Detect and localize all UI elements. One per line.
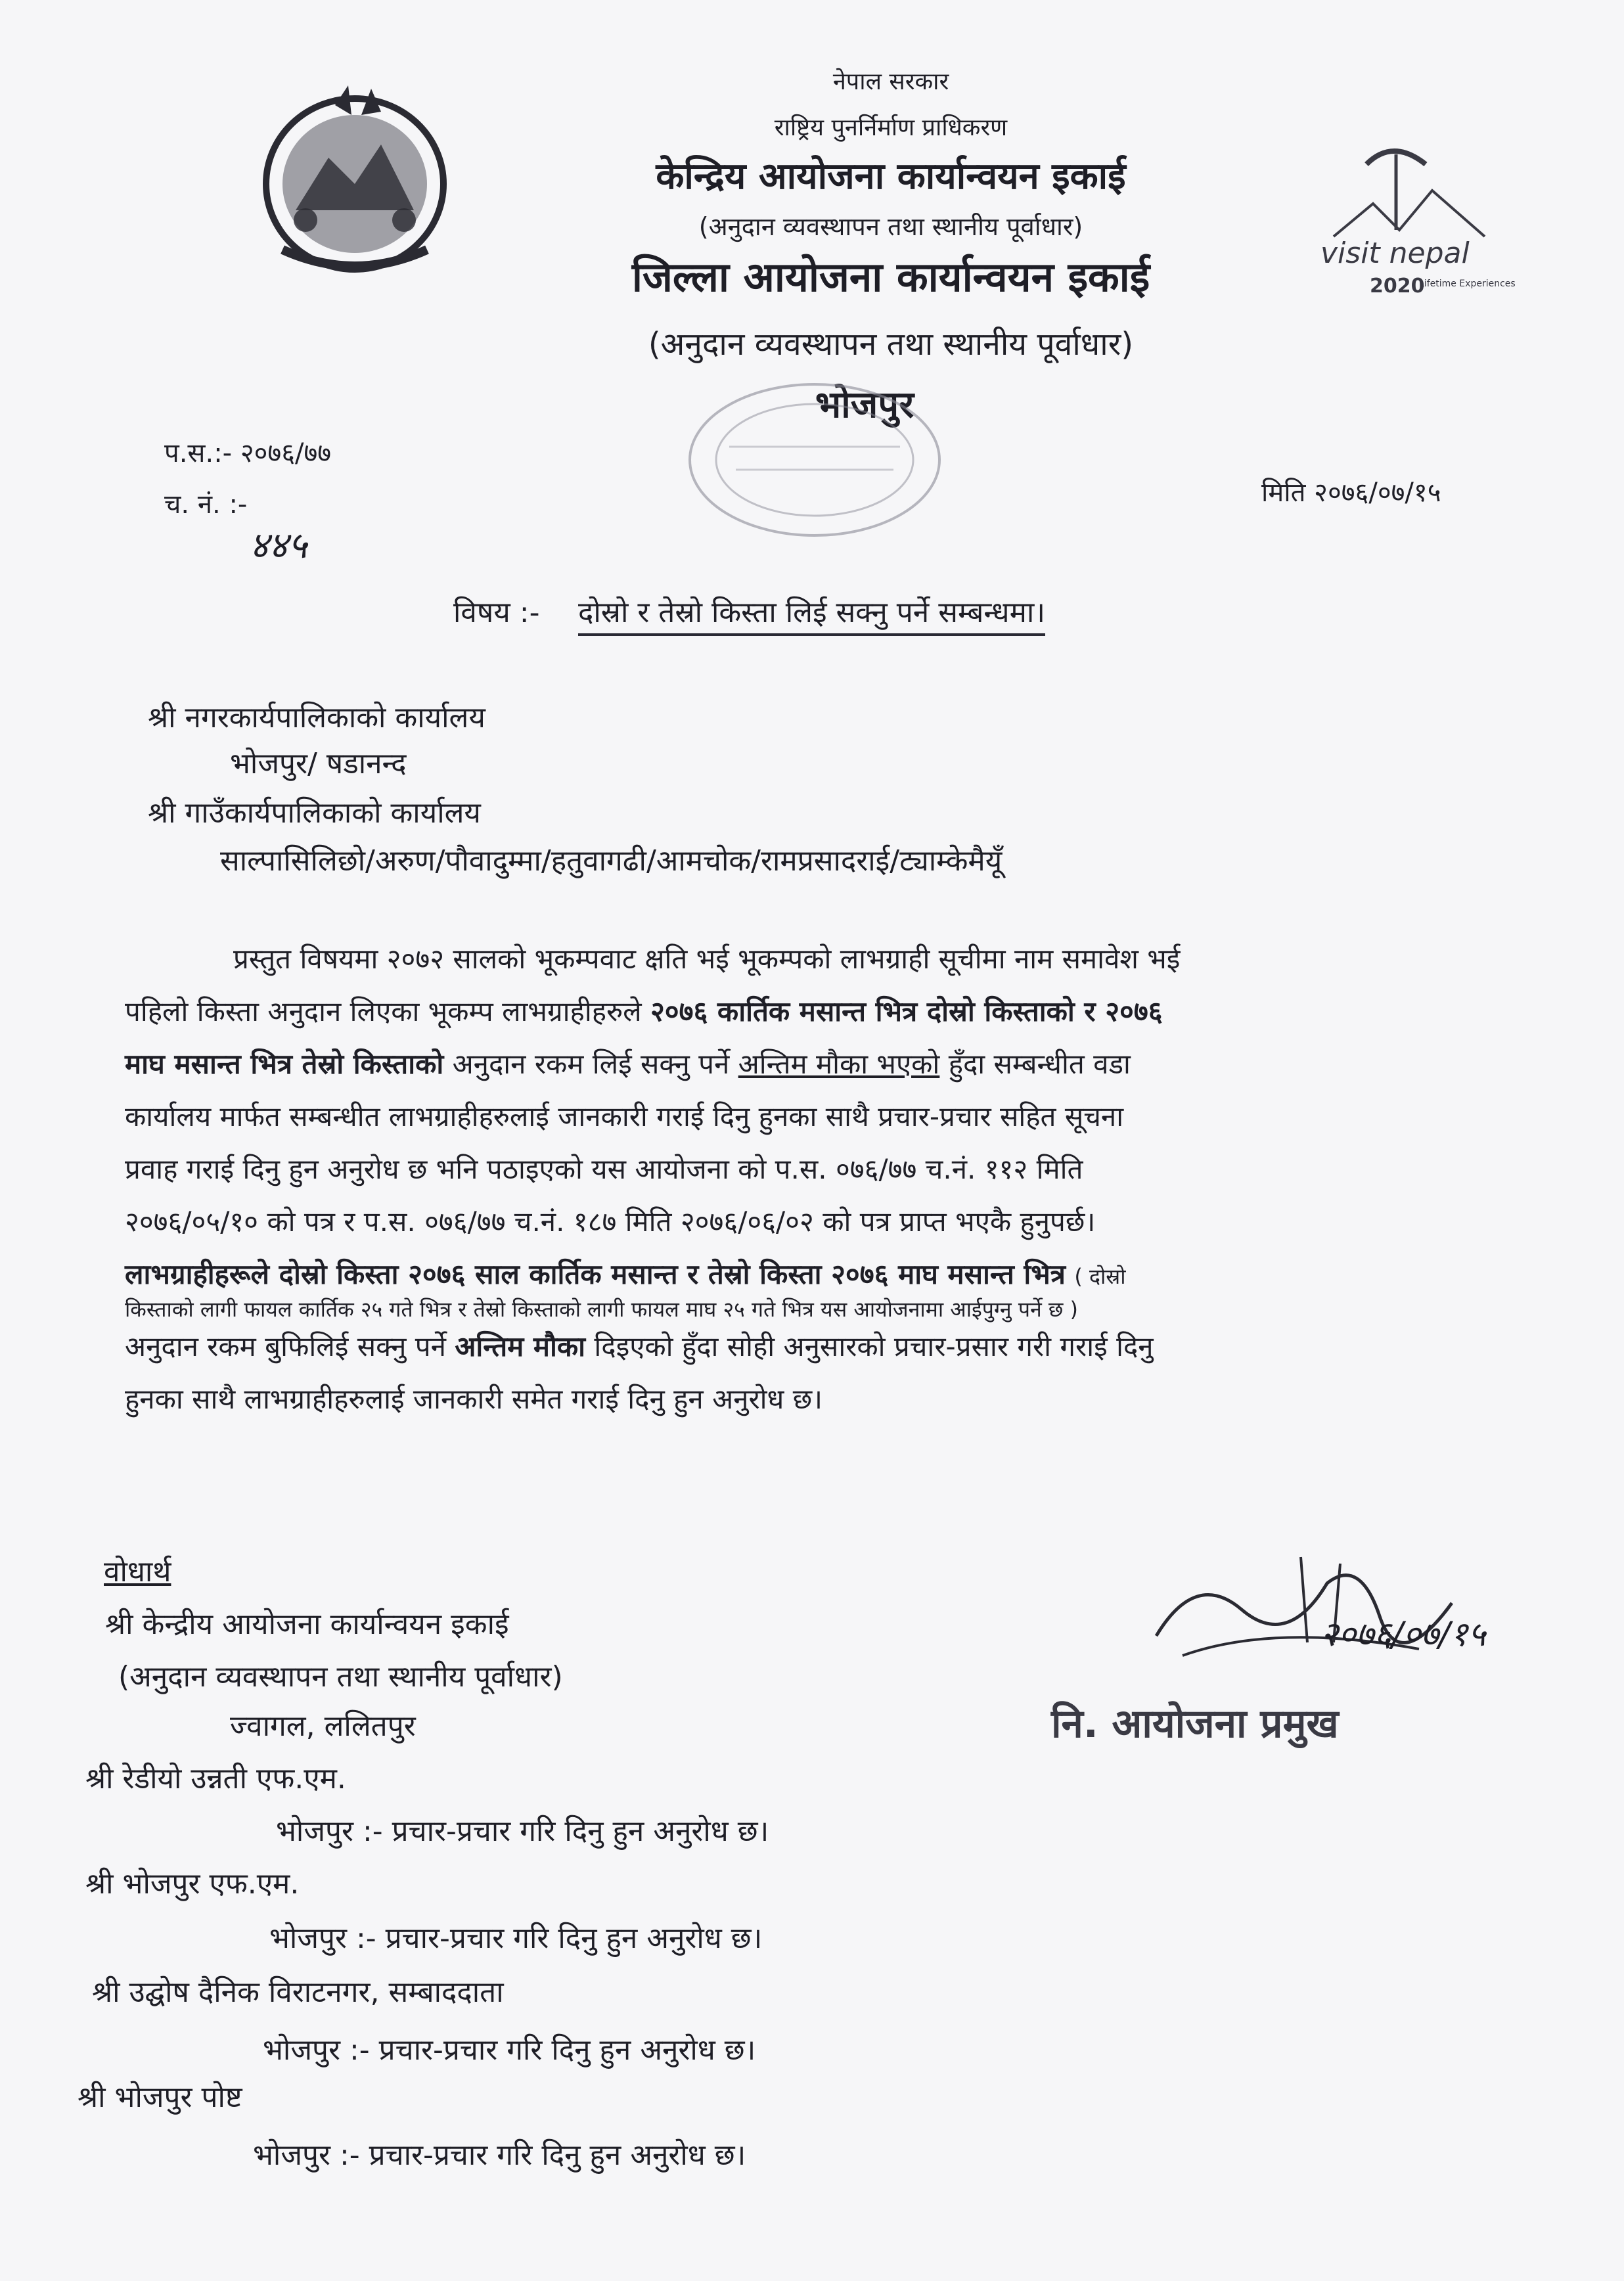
cc-line: श्री उद्घोष दैनिक विराटनगर, सम्बाददाता [92, 1976, 504, 2009]
recipient-line: साल्पासिलिछो/अरुण/पौवादुम्मा/हतुवागढी/आमचोक/रामप्रसादराई/ट्याम्केमैयूँ [220, 844, 1003, 878]
header-line-5: जिल्ला आयोजना कार्यान्वयन इकाई [631, 253, 1150, 301]
cc-line: श्री केन्द्रीय आयोजना कार्यान्वयन इकाई [105, 1608, 509, 1641]
subject-label: विषय :- [453, 596, 540, 629]
office-stamp-icon [677, 374, 953, 545]
body-line: कार्यालय मार्फत सम्बन्धीत लाभग्राहीहरुलाई जानकारी गराई दिनु हुनका साथै प्रचार-प्रचार सहित सूचना [125, 1100, 1124, 1133]
header-line-3: केन्द्रिय आयोजना कार्यान्वयन इकाई [656, 155, 1126, 198]
letter-body-paragraph-end [125, 1321, 1511, 1426]
recipient-line: भोजपुर/ षडानन्द [230, 747, 407, 780]
cc-line: भोजपुर :- प्रचार-प्रचार गरि दिनु हुन अनुरोध छ। [269, 1922, 763, 1955]
cc-line: श्री भोजपुर एफ.एम. [85, 1867, 300, 1901]
reference-number: प.स.:- २०७६/७७ [164, 438, 332, 468]
body-line: पहिलो किस्ता अनुदान लिएका भूकम्प लाभग्राहीहरुले [125, 995, 642, 1028]
signature-title-stamp: नि. आयोजना प्रमुख [1051, 1701, 1339, 1747]
dispatch-number-label: च. नं. :- [164, 489, 248, 520]
body-line: हुनका साथै लाभग्राहीहरुलाई जानकारी समेत गराई दिनु हुन अनुरोध छ। [125, 1383, 823, 1415]
cc-line: भोजपुर :- प्रचार-प्रचार गरि दिनु हुन अनुरोध छ। [263, 2033, 756, 2067]
cc-line: भोजपुर :- प्रचार-प्रचार गरि दिनु हुन अनुरोध छ। [253, 2138, 746, 2172]
cc-label: वोधार्थ [104, 1555, 171, 1589]
letter-date: मिति २०७६/०७/१५ [1261, 478, 1441, 508]
body-line: २०७६/०५/१० को पत्र र प.स. ०७६/७७ च.नं. १८७ मिति २०७६/०६/०२ को पत्र प्राप्त भएकै हुनुपर्छ। [125, 1206, 1096, 1238]
cc-line: ज्वागल, ललितपुर [230, 1709, 416, 1743]
cc-line: (अनुदान व्यवस्थापन तथा स्थानीय पूर्वाधार) [118, 1660, 563, 1694]
recipient-line: श्री गाउँकार्यपालिकाको कार्यालय [148, 796, 481, 830]
body-note: ( दोस्रो [1074, 1264, 1126, 1289]
recipient-line: श्री नगरकार्यपालिकाको कार्यालय [148, 701, 485, 734]
body-line: प्रस्तुत विषयमा २०७२ सालको भूकम्पवाट क्षति भई भूकम्पको लाभग्राही सूचीमा नाम समावेश भई [233, 943, 1181, 975]
visit-nepal-logo-text: visit nepal [1320, 237, 1470, 270]
signature-date: २०७६/०७/१५ [1320, 1615, 1486, 1654]
cc-line: श्री भोजपुर पोष्ट [78, 2081, 242, 2114]
letter-body-paragraph [125, 933, 1511, 1303]
visit-nepal-logo-tagline: Lifetime Experiences [1419, 279, 1516, 289]
dispatch-number-handwritten: ४४५ [250, 524, 307, 567]
header-line-4: (अनुदान व्यवस्थापन तथा स्थानीय पूर्वाधार) [698, 212, 1083, 241]
header-line-1: नेपाल सरकार [832, 68, 949, 95]
subject-text: दोस्रो र तेस्रो किस्ता लिई सक्नु पर्ने सम्बन्धमा। [578, 591, 1045, 636]
body-line: प्रवाह गराई दिनु हुन अनुरोध छ भनि पठाइएको यस आयोजना को प.स. ०७६/७७ च.नं. ११२ मिति [125, 1153, 1083, 1185]
body-emphasis: माघ मसान्त भित्र तेस्रो किस्ताको [125, 1048, 444, 1080]
header-line-2: राष्ट्रिय पुनर्निर्माण प्राधिकरण [774, 114, 1008, 141]
body-line: हुँदा सम्बन्धीत वडा [948, 1048, 1131, 1080]
visit-nepal-logo-year: 2020 [1370, 275, 1425, 298]
header-line-6: (अनुदान व्यवस्थापन तथा स्थानीय पूर्वाधार) [648, 326, 1134, 363]
body-emphasis: लाभग्राहीहरूले दोस्रो किस्ता २०७६ साल कार्तिक मसान्त र तेस्रो किस्ता २०७६ माघ मसान्त भित्र [125, 1258, 1066, 1290]
cc-line: श्री रेडीयो उन्नती एफ.एम. [85, 1762, 346, 1795]
body-note-line: किस्ताको लागी फायल कार्तिक २५ गते भित्र र तेस्रो किस्ताको लागी फायल माघ २५ गते भित्र यस आयोजनामा आईपुग्नु पर्ने छ ) [125, 1297, 1079, 1322]
body-emphasis: अन्तिम मौका [455, 1330, 586, 1363]
body-emphasis: २०७६ कार्तिक मसान्त भित्र दोस्रो किस्ताको र २०७६ [650, 995, 1163, 1028]
body-underlined: अन्तिम मौका भएको [738, 1048, 940, 1080]
body-line: दिइएको हुँदा सोही अनुसारको प्रचार-प्रसार गरी गराई दिनु [594, 1330, 1154, 1363]
body-line: अनुदान रकम बुफिलिई सक्नु पर्ने [125, 1330, 446, 1363]
cc-line: भोजपुर :- प्रचार-प्रचार गरि दिनु हुन अनुरोध छ। [276, 1815, 769, 1848]
body-line: अनुदान रकम लिई सक्नु पर्ने [452, 1048, 730, 1080]
header-office-location: भोजपुर [815, 384, 914, 426]
